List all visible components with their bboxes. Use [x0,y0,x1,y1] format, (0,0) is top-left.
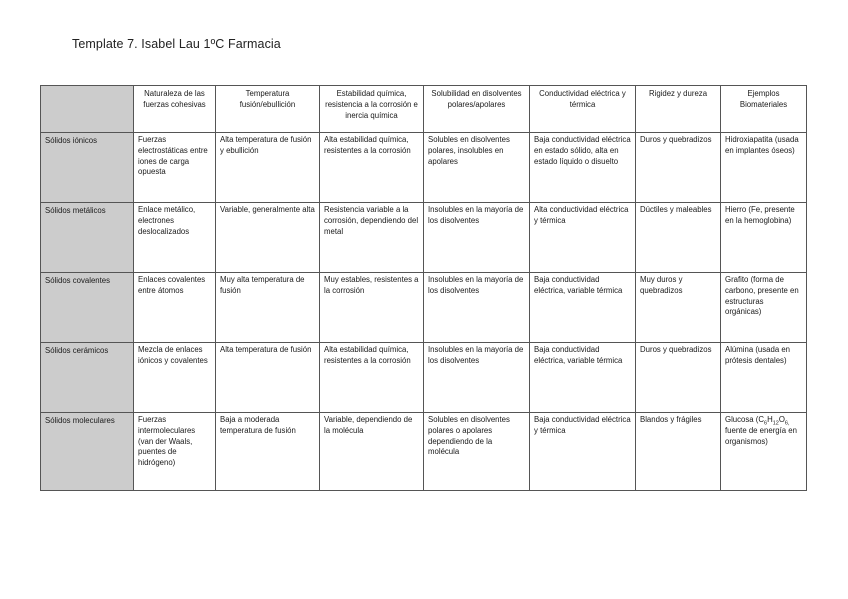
header-corner [41,86,134,133]
table-cell: Alta conductividad eléctrica y térmica [530,203,636,273]
table-cell: Muy duros y quebradizos [636,273,721,343]
row-label: Sólidos metálicos [41,203,134,273]
table-cell: Duros y quebradizos [636,133,721,203]
table-cell: Grafito (forma de carbono, presente en estructuras orgánicas) [721,273,807,343]
table-cell: Baja a moderada temperatura de fusión [216,413,320,491]
table-cell: Baja conductividad eléctrica y térmica [530,413,636,491]
table-cell: Hierro (Fe, presente en la hemoglobina) [721,203,807,273]
table-row [41,133,807,203]
header-solubility: Solubilidad en disolventes polares/apolares [424,86,530,133]
table-header-row [41,86,807,133]
table-cell: Resistencia variable a la corrosión, dependiendo del metal [320,203,424,273]
header-conductivity: Conductividad eléctrica y térmica [530,86,636,133]
table-cell: Fuerzas intermoleculares (van der Waals, puentes de hidrógeno) [134,413,216,491]
table-cell: Alta temperatura de fusión y ebullición [216,133,320,203]
table-row [41,343,807,413]
table-cell: Muy alta temperatura de fusión [216,273,320,343]
header-hardness: Rigidez y dureza [636,86,721,133]
row-label: Sólidos covalentes [41,273,134,343]
table-cell: Insolubles en la mayoría de los disolventes [424,273,530,343]
header-biomaterials: Ejemplos Biomateriales [721,86,807,133]
glucose-sub-h: 12 [772,420,779,427]
glucose-o: O [778,415,785,424]
table-row [41,413,807,491]
table-cell: Insolubles en la mayoría de los disolventes [424,343,530,413]
table-row [41,203,807,273]
table-cell: Variable, dependiendo de la molécula [320,413,424,491]
row-label: Sólidos iónicos [41,133,134,203]
header-chemical-stability: Estabilidad química, resistencia a la corrosión e inercia química [320,86,424,133]
table-cell: Baja conductividad eléctrica, variable térmica [530,273,636,343]
header-temperature: Temperatura fusión/ebullición [216,86,320,133]
glucose-sub-o: 6, [784,420,790,427]
table-cell: Alúmina (usada en prótesis dentales) [721,343,807,413]
table-cell: Alta estabilidad química, resistentes a la corrosión [320,133,424,203]
table-cell: Duros y quebradizos [636,343,721,413]
table-cell: Baja conductividad eléctrica, variable térmica [530,343,636,413]
table-cell: Muy estables, resistentes a la corrosión [320,273,424,343]
table-cell: Solubles en disolventes polares o apolares dependiendo de la molécula [424,413,530,491]
table-row [41,273,807,343]
glucose-sub-c: 6 [764,420,768,427]
table-cell: Dúctiles y maleables [636,203,721,273]
glucose-cell [721,413,807,491]
table-cell: Fuerzas electrostáticas entre iones de carga opuesta [134,133,216,203]
table-cell: Enlace metálico, electrones deslocalizados [134,203,216,273]
table-cell: Insolubles en la mayoría de los disolventes [424,203,530,273]
table-cell: Solubles en disolventes polares, insolubles en apolares [424,133,530,203]
table-cell: Mezcla de enlaces iónicos y covalentes [134,343,216,413]
header-cohesive-forces: Naturaleza de las fuerzas cohesivas [134,86,216,133]
table-cell: Alta estabilidad química, resistentes a la corrosión [320,343,424,413]
row-label: Sólidos moleculares [41,413,134,491]
table-cell: Enlaces covalentes entre átomos [134,273,216,343]
table-cell: Blandos y frágiles [636,413,721,491]
glucose-h: H [767,415,773,424]
solids-table [40,85,807,491]
table-cell: Alta temperatura de fusión [216,343,320,413]
glucose-suffix: fuente de energía en organismos) [725,425,797,446]
table-cell: Hidroxiapatita (usada en implantes óseos) [721,133,807,203]
glucose-prefix: Glucosa (C [725,415,764,424]
table-cell: Baja conductividad eléctrica en estado sólido, alta en estado líquido o disuelto [530,133,636,203]
document-title: Template 7. Isabel Lau 1ºC Farmacia [72,37,281,51]
row-label: Sólidos cerámicos [41,343,134,413]
table-cell: Variable, generalmente alta [216,203,320,273]
